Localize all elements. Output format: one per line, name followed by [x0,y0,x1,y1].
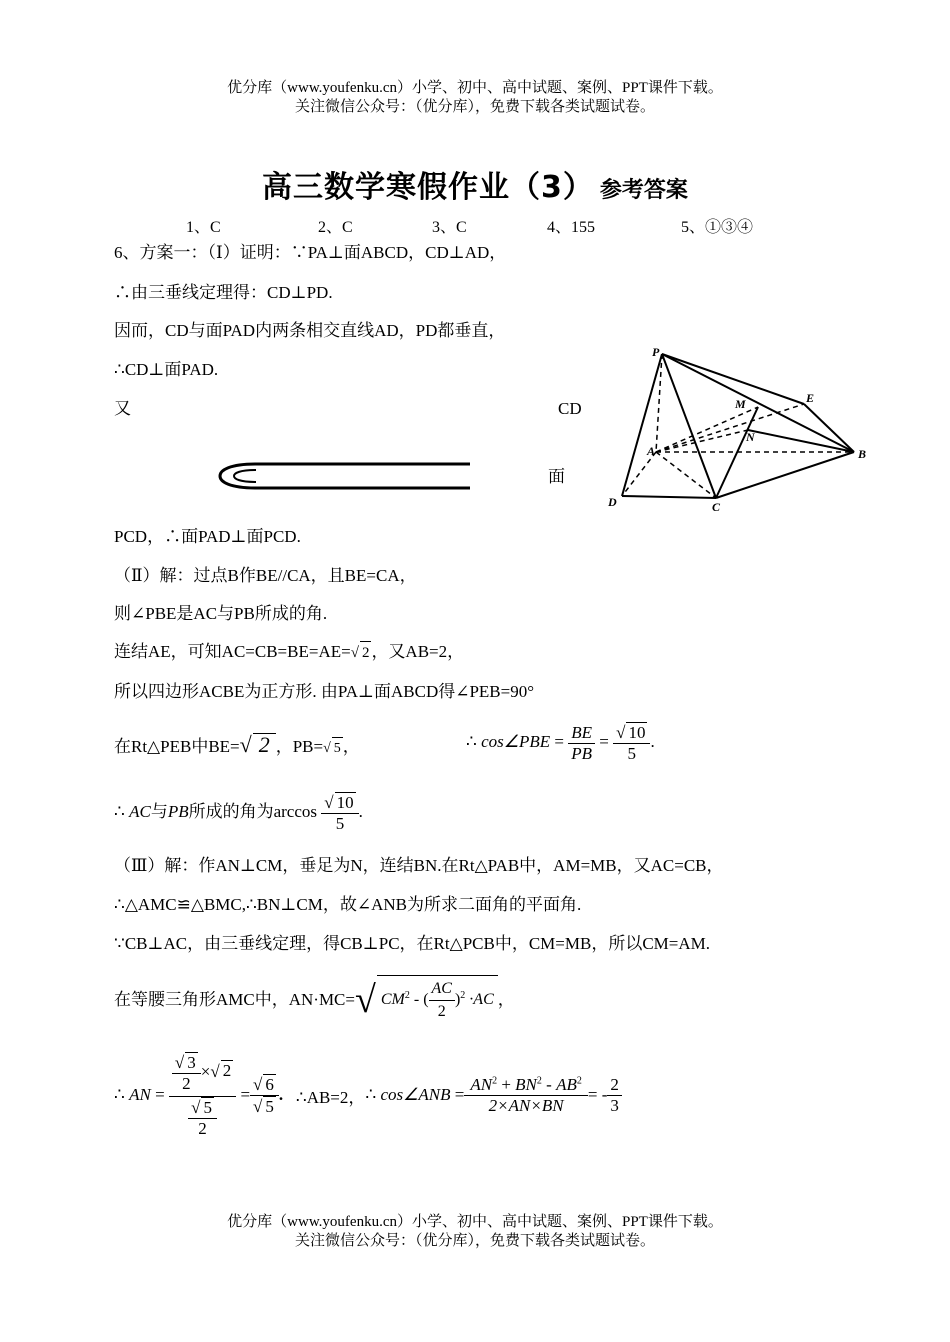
cos-pbe-label: cos∠PBE [481,731,551,751]
denominator-pb: PB [571,743,593,763]
ab-sq: AB [556,1074,577,1094]
fraction-2-3 [607,1075,622,1116]
solution-line-12: 在Rt△PEB中BE=√ 2 ，PB=√ 5 ， [114,733,360,760]
line12-sqrt5: 5 [332,737,343,760]
compound-denominator [169,1097,236,1139]
solution-line-1: 6、方案一：（Ⅰ）证明：∵PA⊥面ABCD，CD⊥AD， [114,243,507,262]
sqrt5-value: 5 [265,1096,274,1116]
formula-arccos [114,792,363,834]
solution-line-2: ∴由三垂线定理得：CD⊥PD. [114,283,333,302]
answer-4: 4、155 [547,219,596,236]
sqrt2-value: 2 [222,1061,232,1081]
times-ac: ·AC [465,991,494,1009]
edge-ad [622,452,656,496]
sqrt5-value: 5 [203,1097,212,1117]
compound-fraction [169,1052,236,1139]
pb-label: PB [167,801,189,821]
close-paren: ) [454,991,461,1009]
sqrt3-value: 3 [187,1052,196,1072]
fraction-sqrt10-5 [613,722,650,764]
edge-nb [748,430,854,452]
label-a: A [647,444,656,458]
therefore-symbol: ∴ [114,1085,125,1104]
therefore-symbol: ∴ [365,1085,377,1104]
edge-an [656,430,748,452]
numerator-sqrt10: √ 10 [613,722,650,744]
neg-equals: = - [587,1085,608,1104]
fraction-ac-2 [429,978,455,1023]
sqrt-expression [377,975,498,1025]
period: . [358,801,363,821]
cm-label: CM [380,991,405,1009]
bn-sq: BN [515,1074,537,1094]
line12-text-a: 在Rt△PEB中BE= [114,737,240,756]
solution-line-14: （Ⅲ）解：作AN⊥CM，垂足为N，连结BN.在Rt△PAB中，AM=MB，又AC=CB， [114,856,724,875]
footer-line-1: 优分库（www.youfenku.cn）小学、初中、高中试题、案例、PPT课件下载。 [227,1214,723,1230]
equals-sign: = [599,731,609,751]
minus-paren: - ( [409,991,429,1009]
numerator-be: BE [568,723,595,744]
line17-text-b: ， [497,990,515,1009]
solution-line-5b: CD [558,399,582,418]
edge-pd [622,354,662,496]
sqrt6-value: 6 [265,1074,274,1094]
line12-sqrt2: 2 [253,733,276,756]
denominator-5: 5 [627,744,637,763]
line10-text-b: ，又AB=2， [371,642,465,661]
ac-label: AC [129,801,151,821]
plus-sign: + [497,1074,516,1094]
label-b: B [858,447,867,461]
solution-line-8: （Ⅱ）解：过点B作BE//CA，且BE=CA， [114,566,417,585]
edge-eb [804,404,854,452]
solution-line-7: PCD，∴面PAD⊥面PCD. [114,527,301,546]
geometry-figure [598,340,878,520]
edge-ae [656,404,804,452]
scan-artifact [216,460,474,492]
label-n: N [746,430,755,444]
edge-am [656,407,758,452]
an-label: AN [129,1085,151,1104]
solution-line-6: 面 [548,467,565,486]
yu-text: 与 [150,801,168,821]
title-sub: 参考答案 [599,178,688,203]
line12-text-c: ， [342,737,360,756]
sup-2: 2 [492,1074,498,1086]
denominator-2: 2 [198,1118,207,1138]
equals-sign: = [454,1085,465,1104]
therefore-symbol: ∴ [466,731,477,751]
edge-pe [662,354,804,404]
fraction-be-pb [568,723,595,764]
numerator-ac: AC [429,978,455,1001]
header-line-2: 关注微信公众号：（优分库），免费下载各类试题试卷。 [294,99,655,115]
answer-2: 2、C [318,219,353,236]
solution-line-3: 因而，CD与面PAD内两条相交直线AD，PD都垂直， [114,321,506,340]
line18-text-a: ∴AB=2， [295,1087,366,1107]
label-d: D [608,495,617,509]
denominator-2anbn: 2×AN×BN [488,1095,564,1115]
denominator-5: 5 [335,814,345,833]
denominator-3: 3 [610,1095,619,1115]
solution-line-9: 则∠PBE是AC与PB所成的角. [114,604,328,623]
label-e: E [806,391,815,405]
arccos-text: 所成的角为arccos [188,801,318,821]
solution-line-16: ∵CB⊥AC，由三垂线定理，得CB⊥PC，在Rt△PCB中，CM=MB，所以CM=AM. [114,934,711,953]
line12-text-b: ，PB= [275,737,324,756]
solution-line-5a: 又 [114,399,131,418]
fraction-sqrt3-2: $\frac{√ 3}{2}$ [172,1052,201,1094]
period: . [650,731,655,751]
label-c: C [712,500,721,514]
footer-line-2: 关注微信公众号：（优分库），免费下载各类试题试卷。 [294,1233,655,1249]
solution-line-4: ∴CD⊥面PAD. [114,360,219,379]
equals-sign: = [155,1085,165,1104]
sqrt10-value: 10 [628,723,646,742]
line10-text-a: 连结AE，可知AC=CB=BE=AE= [114,642,351,661]
edge-cb [716,452,854,498]
edge-dc [622,496,716,498]
formula-an [114,1040,622,1150]
solution-line-15: ∴△AMC≌△BMC,∴BN⊥CM，故∠ANB为所求二面角的平面角. [114,895,582,914]
solution-line-10: 连结AE，可知AC=CB=BE=AE=√ 2 ，又AB=2， [114,641,464,664]
fraction-cosine-law [464,1075,588,1116]
cos-anb-label: cos∠ANB [380,1085,451,1104]
solution-line-17: 在等腰三角形AMC中，AN·MC= √ $CM^2$ - ( $\frac{AC}{2}$ )$^2$ ·AC ， [114,974,515,1026]
solution-line-11: 所以四边形ACBE为正方形. 由PA⊥面ABCD得∠PEB=90° [114,682,535,701]
sup-2: 2 [404,989,410,1001]
label-m: M [735,397,746,411]
line10-sqrt2: 2 [360,641,372,664]
therefore-symbol: ∴ [114,801,125,821]
times-sign: × [200,1061,211,1081]
page-title [0,162,950,206]
period: . [278,1085,284,1104]
equals-sign: = [554,731,564,751]
an-sq: AN [470,1074,493,1094]
answer-1: 1、C [186,219,221,236]
compound-numerator: $\frac{√ 3}{2}$ ×√ 2 [169,1052,236,1097]
fraction-sqrt6-sqrt5: $\frac{√ 6}{√ 5}$ [250,1074,279,1117]
answer-5: 5、①③④ [681,219,754,236]
formula-cos-pbe [466,722,655,764]
line17-text-a: 在等腰三角形AMC中，AN·MC= [114,990,355,1009]
title-main: 高三数学寒假作业（3） [262,170,594,205]
sup-2: 2 [536,1074,542,1086]
numerator-sqrt10: √ 10 [321,792,358,814]
equals-sign: = [240,1085,251,1104]
label-p: P [652,345,660,359]
fraction-sqrt5-2: $\frac{√ 5}{2}$ [188,1097,217,1139]
sup-2: 2 [576,1074,582,1086]
header-line-1: 优分库（www.youfenku.cn）小学、初中、高中试题、案例、PPT课件下载。 [227,80,723,96]
numerator-2: 2 [607,1075,622,1096]
denominator-2: 2 [182,1073,191,1093]
denominator-2: 2 [437,1003,446,1020]
fraction-sqrt10-5 [321,792,358,834]
minus-sign: - [541,1074,557,1094]
sqrt10-value: 10 [336,793,354,812]
edge-pc [662,354,716,498]
answer-3: 3、C [432,219,467,236]
sup-2: 2 [460,989,466,1001]
